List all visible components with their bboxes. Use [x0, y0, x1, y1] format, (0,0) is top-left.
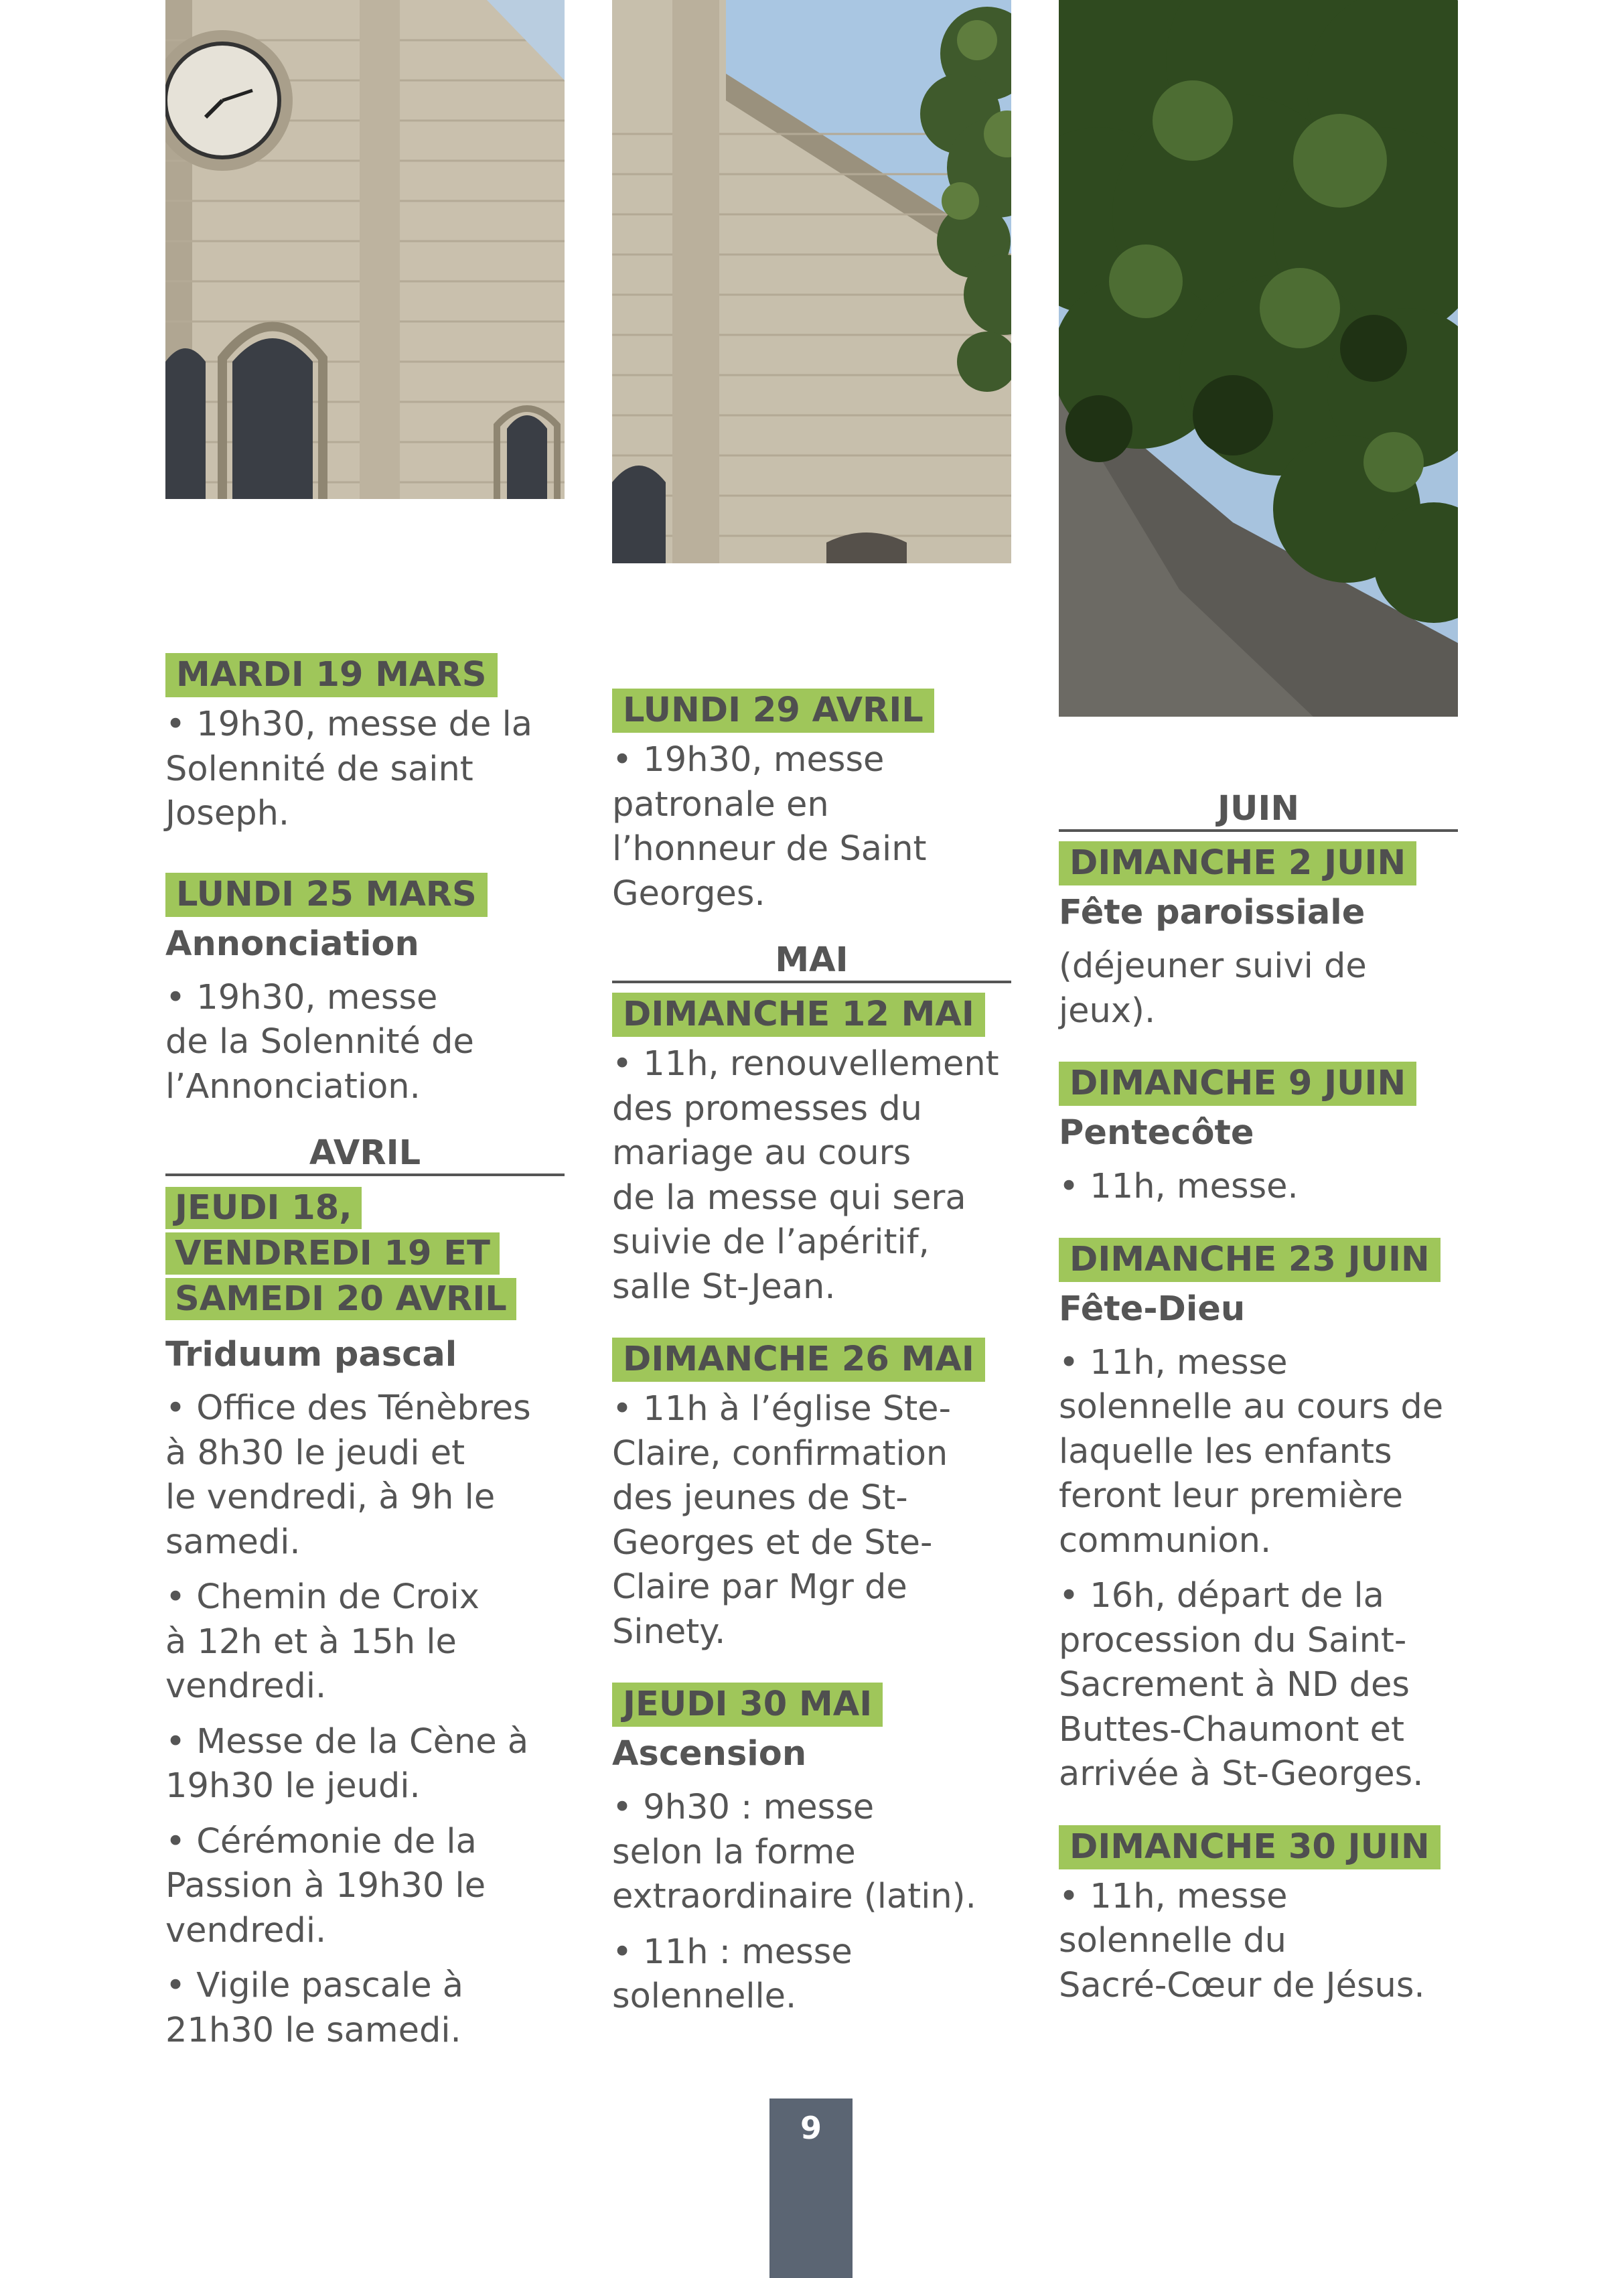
event-detail: • Chemin de Croix à 12h et à 15h le vendredi. [165, 1577, 479, 1706]
event-date-tag: LUNDI 25 MARS [165, 873, 488, 917]
event-date-tag: DIMANCHE 23 JUIN [1059, 1238, 1441, 1282]
event-title: Pentecôte [1059, 1113, 1254, 1153]
event-date-tag: LUNDI 29 AVRIL [612, 689, 934, 733]
event-detail: • 11h à l’église Ste- Claire, confirmation des jeunes de St- Georges et de Ste- Claire par Mgr de Sinety. [612, 1389, 951, 1652]
event-detail: • 11h, messe solennelle du Sacré-Cœur de Jésus. [1059, 1876, 1425, 2005]
column-march-april [165, 653, 565, 2064]
column-april-may [612, 689, 1011, 2030]
column-june [1059, 789, 1458, 2019]
month-heading: JUIN [1059, 789, 1458, 832]
event-date-tag: DIMANCHE 12 MAI [612, 993, 985, 1037]
month-heading: MAI [612, 940, 1011, 983]
month-heading: AVRIL [165, 1133, 565, 1176]
event-title: Triduum pascal [165, 1335, 457, 1374]
event-detail: • Cérémonie de la Passion à 19h30 le vendredi. [165, 1821, 486, 1950]
event-detail: • 9h30 : messe selon la forme extraordinaire (latin). [612, 1788, 976, 1916]
event-detail: • 16h, départ de la procession du Saint- Sacrement à ND des Buttes-Chaumont et arrivée à St-Georges. [1059, 1576, 1424, 1794]
event-date-tag: JEUDI 18, VENDREDI 19 ET SAMEDI 20 AVRIL [165, 1187, 516, 1320]
event-detail: • 11h, renouvellement des promesses du mariage au cours de la messe qui sera suivie de l’apéritif, salle St-Jean. [612, 1044, 999, 1307]
event-title: Fête paroissiale [1059, 893, 1365, 932]
event-detail: • Messe de la Cène à 19h30 le jeudi. [165, 1721, 529, 1806]
event-detail: • 11h : messe solennelle. [612, 1932, 853, 2016]
event-detail: • 11h, messe solennelle au cours de laquelle les enfants feront leur première communion. [1059, 1342, 1444, 1561]
event-title: Annonciation [165, 924, 419, 964]
event-date-tag: DIMANCHE 30 JUIN [1059, 1825, 1441, 1869]
church-photo-tree [1059, 0, 1458, 717]
event-detail: • Vigile pascale à 21h30 le samedi. [165, 1966, 464, 2050]
church-photo-gable [612, 0, 1011, 563]
event-title: Fête-Dieu [1059, 1289, 1246, 1329]
event-detail: • 19h30, messe de la Solennité de saint Joseph. [165, 705, 533, 833]
page-number-bar [769, 2098, 853, 2278]
event-date-tag: MARDI 19 MARS [165, 653, 498, 697]
event-date-tag: JEUDI 30 MAI [612, 1683, 883, 1727]
event-date-tag: DIMANCHE 2 JUIN [1059, 841, 1416, 885]
event-detail: • 11h, messe. [1059, 1167, 1299, 1206]
event-title: Ascension [612, 1734, 807, 1774]
event-date-tag: DIMANCHE 9 JUIN [1059, 1062, 1416, 1106]
event-detail: • Office des Ténèbres à 8h30 le jeudi et le vendredi, à 9h le samedi. [165, 1389, 531, 1562]
event-detail: (déjeuner suivi de jeux). [1059, 946, 1367, 1031]
event-detail: • 19h30, messe patronale en l’honneur de Saint Georges. [612, 740, 927, 914]
church-photo-clock-tower [165, 0, 565, 499]
event-detail: • 19h30, messe de la Solennité de l’Annonciation. [165, 977, 474, 1107]
event-date-tag: DIMANCHE 26 MAI [612, 1338, 985, 1382]
page-number: 9 [800, 2110, 822, 2146]
